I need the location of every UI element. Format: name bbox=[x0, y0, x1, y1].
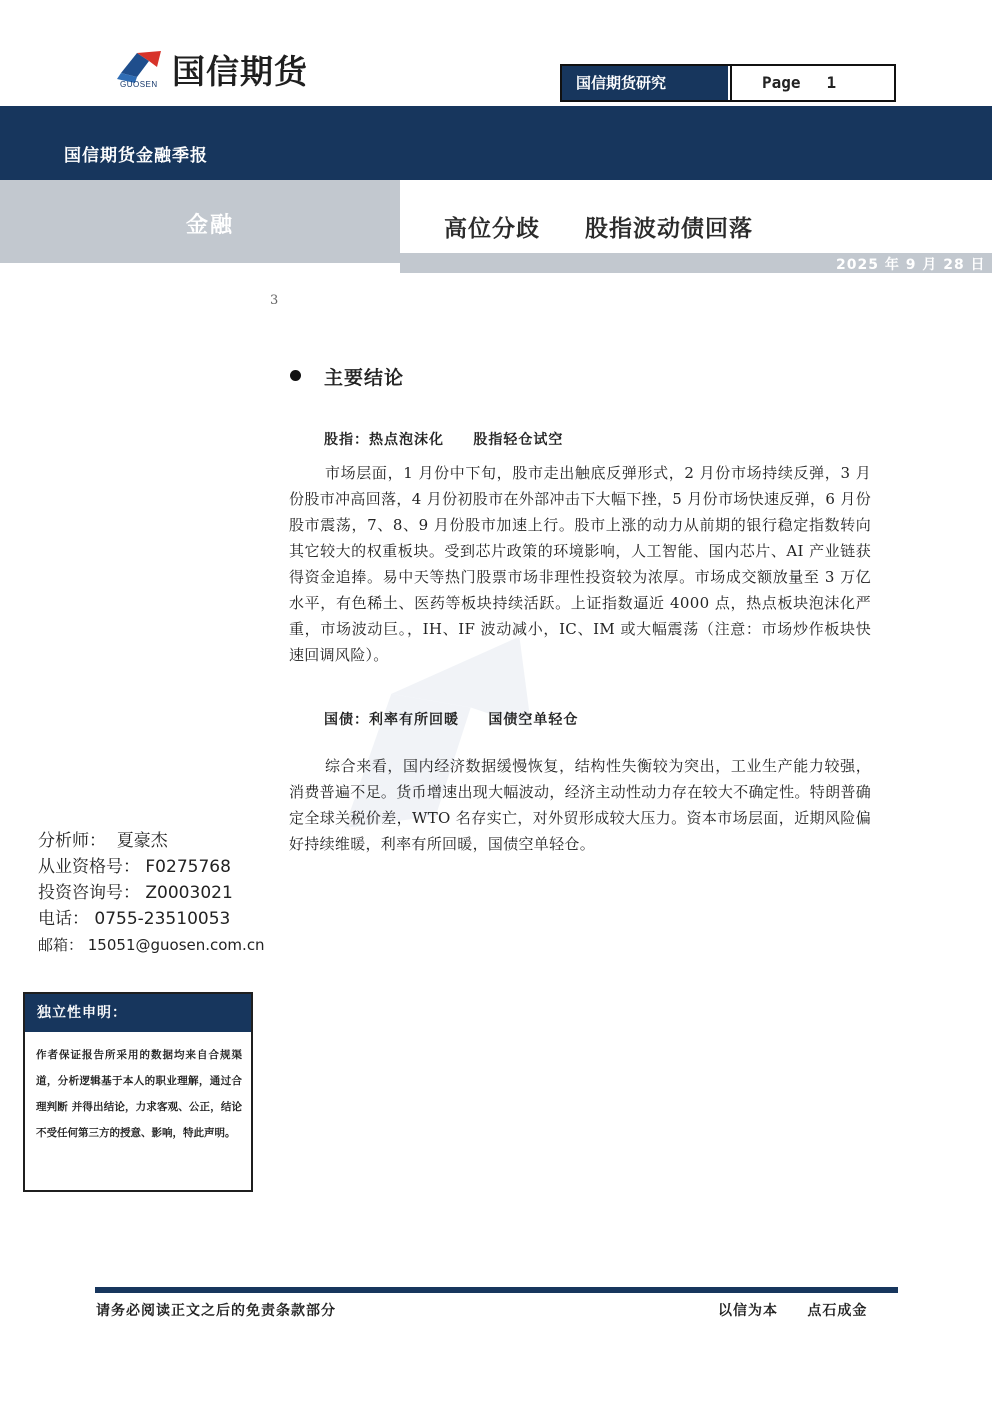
analyst-qualification: 从业资格号： F0275768 bbox=[38, 857, 231, 877]
section-heading-treasury: 国债：利率有所回暖 国债空单轻仓 bbox=[324, 712, 579, 728]
stray-mark: 3 bbox=[270, 293, 279, 308]
page-number: 1 bbox=[826, 73, 837, 92]
analyst-name: 分析师： 夏豪杰 bbox=[38, 831, 168, 851]
footer-disclaimer-note: 请务必阅读正文之后的免责条款部分 bbox=[96, 1303, 336, 1319]
page-label: Page bbox=[762, 73, 801, 92]
section-paragraph-stock-index: 市场层面，1 月份中下旬，股市走出触底反弹形式，2 月份市场持续反弹，3 月份股市冲高回落，4 月份初股市在外部冲击下大幅下挫，5 月份市场快速反弹，6 月份股市震荡，7、8、9 月份股市加速上行。股市上涨的动力从前期的银行稳定指数转向其它较大的权重板块。受到芯片政策的环境影响，人工智能、国内芯片、AI 产业链获得资金追捧。易中天等热门股票市场非理性投资较为浓厚。市场成交额放量至 3 万亿水平，有色稀土、医药等板块持续活跃。上证指数逼近 4000 点，热点板块泡沫化严重，市场波动巨。，IH、IF 波动减小，IC、IM 或大幅震荡（注意：市场炒作板块快速回调风险）。 bbox=[289, 464, 871, 664]
analyst-info bbox=[38, 828, 265, 958]
independence-body: 作者保证报告所采用的数据均来自合规渠道，分析逻辑基于本人的职业理解，通过合理判断 并得出结论，力求客观、公正，结论不受任何第三方的授意、影响，特此声明。 bbox=[36, 1049, 242, 1139]
analyst-consulting-number: 投资咨询号： Z0003021 bbox=[38, 883, 233, 903]
report-date: 2025 年 9 月 28 日 bbox=[836, 257, 986, 273]
section-paragraph-treasury: 综合来看，国内经济数据缓慢恢复，结构性失衡较为突出，工业生产能力较强，消费普遍不足。货币增速出现大幅波动，经济主动性动力存在较大不确定性。特朗普确定全球关税价差，WTO 名存实亡，对外贸形成较大压力。资本市场层面，近期风险偏好持续维暖，利率有所回暖，国债空单轻仓。 bbox=[289, 757, 871, 853]
footer-slogan: 以信为本 点石成金 bbox=[718, 1303, 868, 1319]
section-heading-stock-index: 股指：热点泡沫化 股指轻仓试空 bbox=[324, 432, 564, 448]
report-series-title: 国信期货金融季报 bbox=[64, 146, 208, 166]
footer-divider bbox=[95, 1287, 898, 1293]
analyst-phone: 电话： 0755-23510053 bbox=[38, 909, 231, 929]
bullet-icon bbox=[290, 370, 301, 381]
analyst-email: 邮箱： 15051@guosen.com.cn bbox=[38, 936, 265, 954]
page-indicator bbox=[730, 66, 894, 100]
brand-name: 国信期货 bbox=[172, 52, 308, 91]
independence-heading: 独立性申明： bbox=[25, 994, 251, 1032]
report-title: 高位分歧 股指波动债回落 bbox=[444, 216, 754, 242]
conclusion-heading: 主要结论 bbox=[324, 367, 405, 389]
category-label: 金融 bbox=[186, 213, 235, 238]
brand-name-en: GUOSEN bbox=[120, 80, 158, 89]
research-label: 国信期货研究 bbox=[562, 66, 728, 100]
